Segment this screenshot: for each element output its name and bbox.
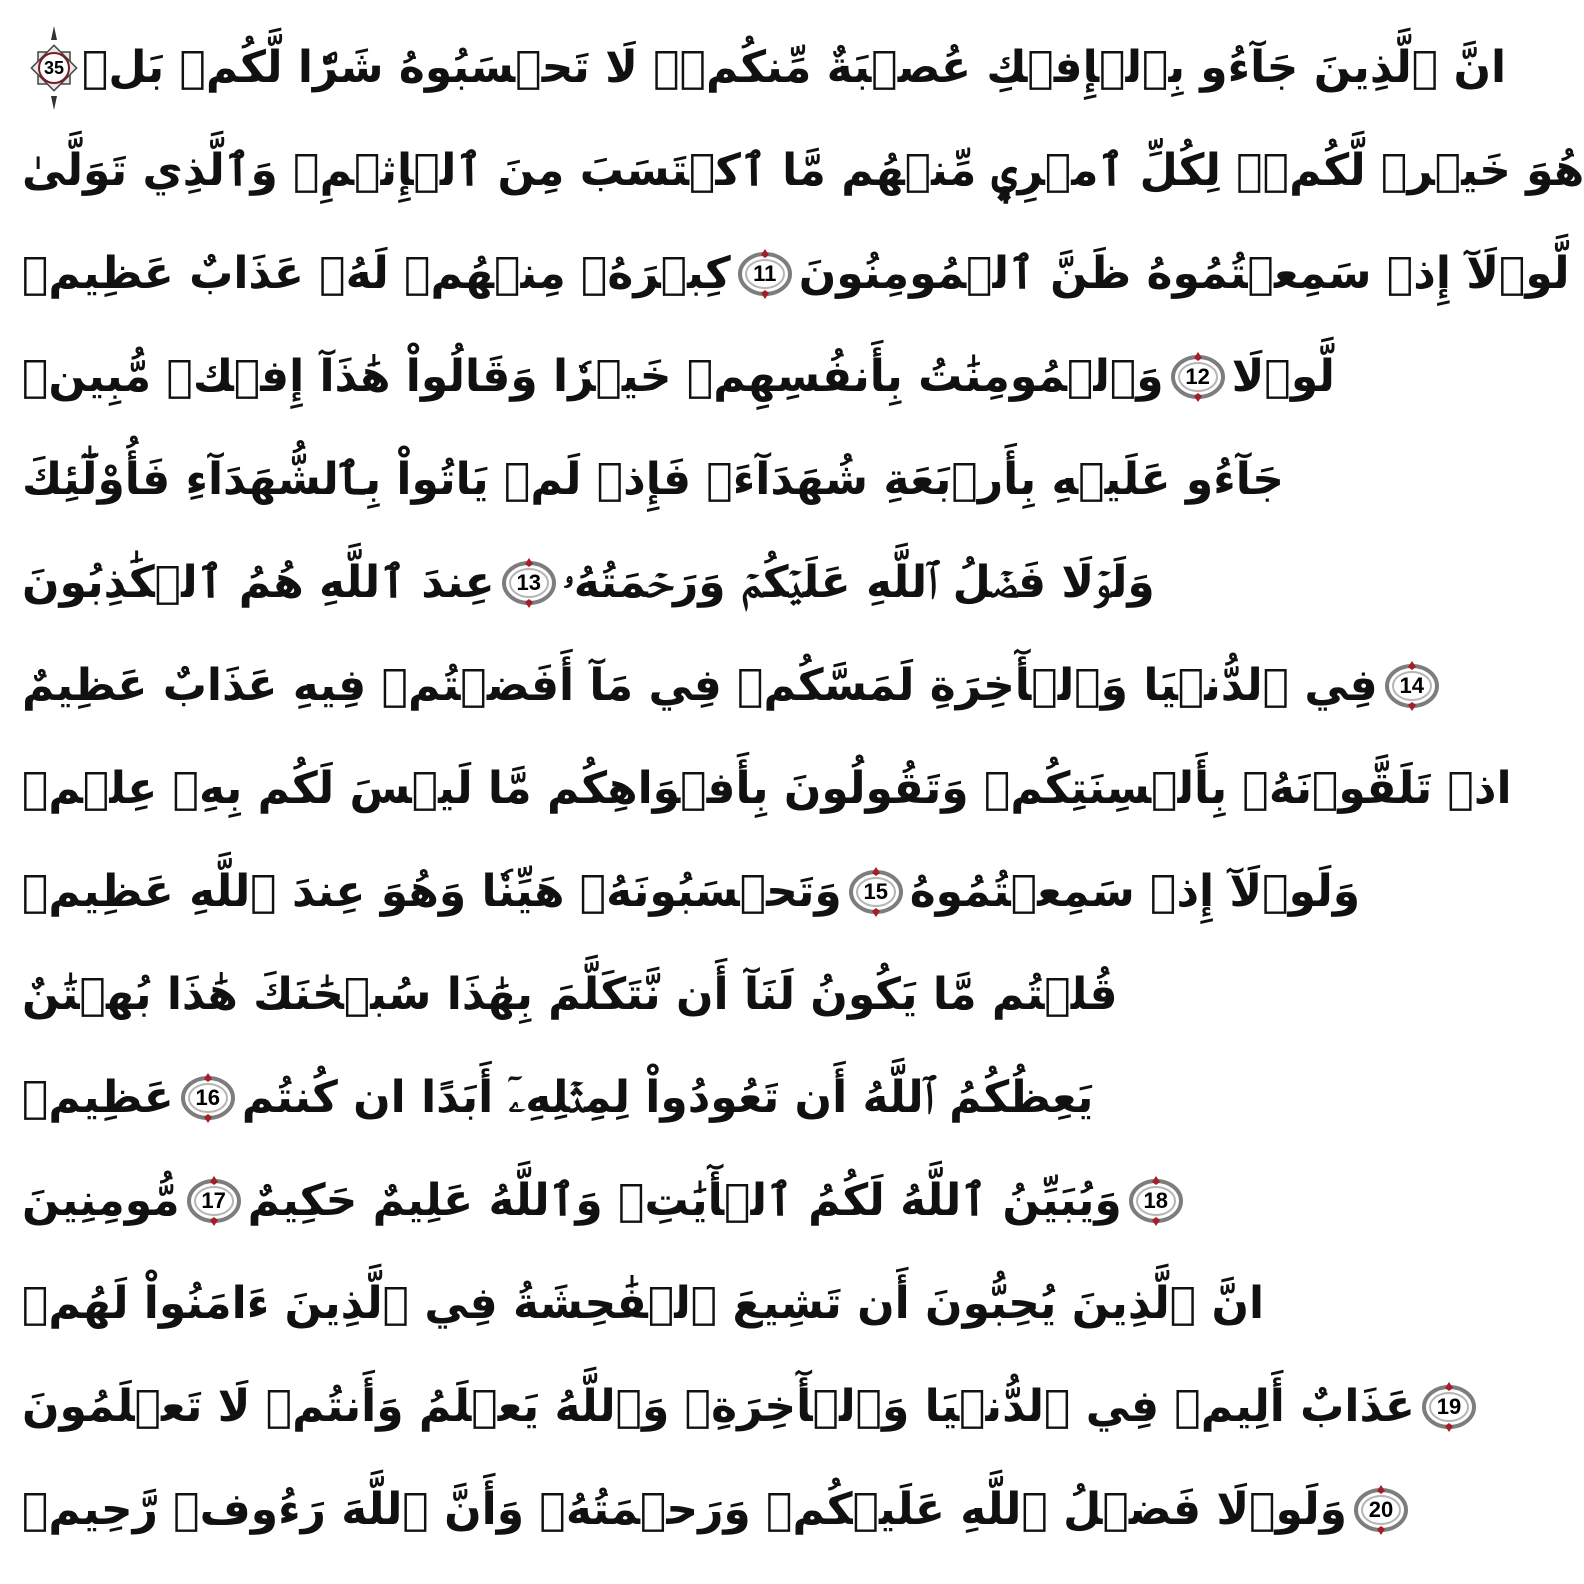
ayah-number: 19 xyxy=(1436,1394,1462,1419)
text-line xyxy=(22,430,1284,530)
verse-text: لَّوۡلَا xyxy=(1231,351,1335,402)
verse-text: عِندَ ٱللَّهِ هُمُ ٱلۡكَٰذِبُونَ xyxy=(22,557,495,608)
ayah-number: 16 xyxy=(195,1085,221,1110)
ayah-number-marker xyxy=(737,246,793,302)
section-number: 35 xyxy=(43,57,65,78)
ayah-number-marker xyxy=(1384,658,1440,714)
verse-text: عَذَابٌ أَلِيمٞ فِي ٱلدُّنۡيَا وَٱلۡأٓخِرَةِۚ وَٱللَّهُ يَعۡلَمُ وَأَنتُمۡ لَا تَعۡلَمُونَ xyxy=(22,1381,1415,1432)
text-line xyxy=(22,1357,1462,1457)
ayah-number-marker xyxy=(186,1173,242,1229)
verse-text: انَّ ٱلَّذِينَ يُحِبُّونَ أَن تَشِيعَ ٱلۡفَٰحِشَةُ فِي ٱلَّذِينَ ءَامَنُواْ لَهُمۡ xyxy=(22,1278,1265,1329)
text-line xyxy=(22,121,1584,221)
ayah-number-marker xyxy=(180,1070,236,1126)
ayah-number: 17 xyxy=(201,1188,226,1213)
ayah-number: 11 xyxy=(753,261,777,286)
text-line xyxy=(22,636,1424,736)
verse-text: يَعِظُكُمُ ٱللَّهُ أَن تَعُودُواْ لِمِثۡلِهِۦٓ أَبَدًا ان كُنتُم xyxy=(241,1072,1094,1123)
rub-al-hizb-marker xyxy=(26,26,82,110)
verse-text: وَلَوۡلَا فَضۡلُ ٱللَّهِ عَلَيۡكُمۡ وَرَحۡمَتُهُۥ وَأَنَّ ٱللَّهَ رَءُوفٞ رَّحِيمٞ xyxy=(22,1484,1347,1535)
text-line xyxy=(22,842,1361,942)
verse-text: وَٱلۡمُومِنَٰتُ بِأَنفُسِهِمۡ خَيۡرٗا وَقَالُواْ هَٰذَآ إِفۡكٞ مُّبِينٞ xyxy=(22,351,1164,402)
text-line xyxy=(22,1048,1094,1148)
ayah-number: 14 xyxy=(1399,673,1424,698)
verse-text: وَلَوۡلَآ إِذۡ سَمِعۡتُمُوهُ xyxy=(909,866,1361,917)
verse-text: انَّ ٱلَّذِينَ جَآءُو بِٱلۡإِفۡكِ عُصۡبَةٌ مِّنكُمۡۚ لَا تَحۡسَبُوهُ شَرّٗا لَّكُمۖ بَلۡ xyxy=(82,42,1507,93)
verse-text: وَتَحۡسَبُونَهُۥ هَيِّنٗا وَهُوَ عِندَ ٱللَّهِ عَظِيمٞ xyxy=(22,866,842,917)
ayah-number-marker xyxy=(1353,1482,1409,1538)
text-line xyxy=(22,18,1507,118)
verse-text: وَلَوۡلَا فَضۡلُ ٱللَّهِ عَلَيۡكُمۡ وَرَحۡمَتُهُۥ xyxy=(562,557,1155,608)
verse-text: وَيُبَيِّنُ ٱللَّهُ لَكُمُ ٱلۡأٓيَٰتِۚ وَٱللَّهُ عَلِيمٌ حَكِيمٌ xyxy=(247,1175,1122,1226)
text-line xyxy=(22,533,1155,633)
ayah-number: 18 xyxy=(1143,1188,1168,1213)
ayah-number: 12 xyxy=(1185,364,1210,389)
text-line xyxy=(22,945,1118,1045)
ayah-number-marker xyxy=(1128,1173,1184,1229)
text-line xyxy=(22,224,1570,324)
verse-text: جَآءُو عَلَيۡهِ بِأَرۡبَعَةِ شُهَدَآءَۚ فَإِذۡ لَمۡ يَاتُواْ بِٱلشُّهَدَآءِ فَأُوْلَٰٓئِكَ xyxy=(22,454,1284,505)
text-line xyxy=(22,1151,1168,1251)
verse-text: عَظِيمٞ xyxy=(22,1072,174,1123)
verse-text: مُّومِنِينَ xyxy=(22,1175,180,1226)
verse-text: اذۡ تَلَقَّوۡنَهُۥ بِأَلۡسِنَتِكُمۡ وَتَقُولُونَ بِأَفۡوَاهِكُم مَّا لَيۡسَ لَكُم بِهِۦ عِلۡمٞ xyxy=(22,763,1512,814)
verse-text: لَّوۡلَآ إِذۡ سَمِعۡتُمُوهُ ظَنَّ ٱلۡمُومِنُونَ xyxy=(798,248,1570,299)
text-line xyxy=(22,1460,1394,1560)
ayah-number-marker xyxy=(848,864,904,920)
ayah-number-marker xyxy=(1170,349,1226,405)
ayah-number-marker xyxy=(1421,1379,1477,1435)
verse-text: كِبۡرَهُۥ مِنۡهُمۡ لَهُۥ عَذَابٌ عَظِيمٞ xyxy=(22,248,731,299)
ayah-number: 20 xyxy=(1368,1497,1394,1522)
ayah-number: 15 xyxy=(863,879,888,904)
verse-text: هُوَ خَيۡرٞ لَّكُمۡۚ لِكُلِّ ٱمۡرِيٕٖ مِّنۡهُم مَّا ٱكۡتَسَبَ مِنَ ٱلۡإِثۡمِۚ وَٱلَّذِي تَوَلَّىٰ xyxy=(22,145,1584,196)
ayah-number-marker xyxy=(501,555,557,611)
text-line xyxy=(22,327,1335,427)
text-line xyxy=(22,739,1512,839)
verse-text: قُلۡتُم مَّا يَكُونُ لَنَآ أَن نَّتَكَلَّمَ بِهَٰذَا سُبۡحَٰنَكَ هَٰذَا بُهۡتَٰنٌ xyxy=(22,969,1118,1020)
ayah-number: 13 xyxy=(516,570,541,595)
text-line xyxy=(22,1254,1265,1354)
verse-text: فِي ٱلدُّنۡيَا وَٱلۡأٓخِرَةِ لَمَسَّكُمۡ فِي مَآ أَفَضۡتُمۡ فِيهِ عَذَابٌ عَظِيمٌ xyxy=(22,660,1378,711)
